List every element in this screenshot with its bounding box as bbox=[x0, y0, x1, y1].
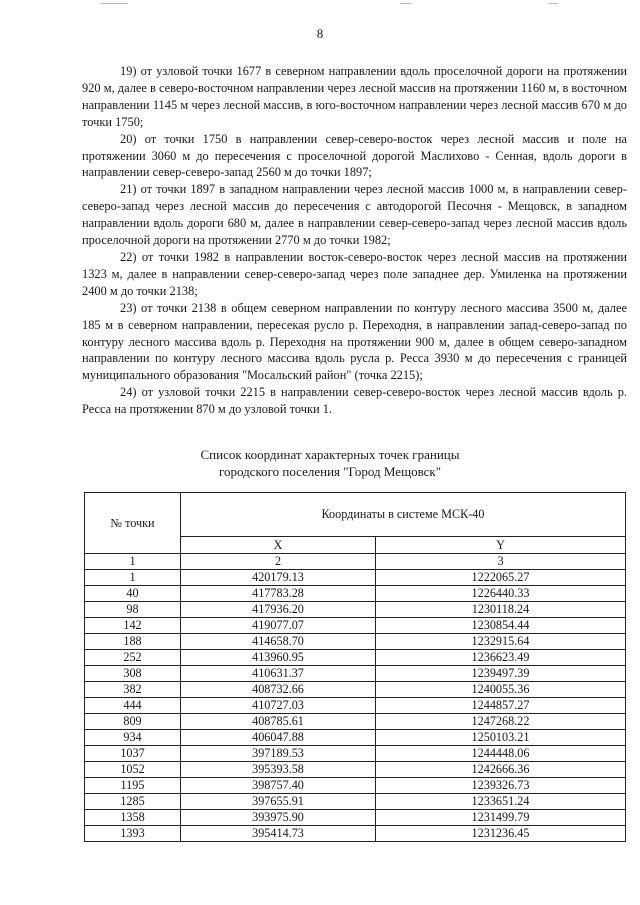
paragraph-24: 24) от узловой точки 2215 в направлении север-северо-восток через лесной массив вдоль р. Ресса на протяжении 870 м до узловой точки 1. bbox=[82, 385, 627, 417]
x-cell: 395414.73 bbox=[181, 826, 376, 842]
point-number-cell: 1037 bbox=[85, 746, 181, 762]
table-caption bbox=[0, 446, 640, 480]
table-row bbox=[85, 634, 626, 650]
x-cell: 406047.88 bbox=[181, 730, 376, 746]
x-cell: 395393.58 bbox=[181, 762, 376, 778]
x-cell: 393975.90 bbox=[181, 810, 376, 826]
table-row bbox=[85, 602, 626, 618]
y-cell: 1232915.64 bbox=[376, 634, 626, 650]
point-number-cell: 252 bbox=[85, 650, 181, 666]
coordinate-system-header: Координаты в системе МСК-40 bbox=[181, 493, 626, 537]
point-number-cell: 1393 bbox=[85, 826, 181, 842]
coordinates-table bbox=[84, 492, 626, 842]
point-number-cell: 40 bbox=[85, 586, 181, 602]
table-row bbox=[85, 586, 626, 602]
x-cell: 410727.03 bbox=[181, 698, 376, 714]
point-number-cell: 308 bbox=[85, 666, 181, 682]
point-number-cell: 382 bbox=[85, 682, 181, 698]
x-cell: 414658.70 bbox=[181, 634, 376, 650]
y-cell: 1233651.24 bbox=[376, 794, 626, 810]
x-cell: 410631.37 bbox=[181, 666, 376, 682]
y-cell: 1250103.21 bbox=[376, 730, 626, 746]
x-cell: 417783.28 bbox=[181, 586, 376, 602]
table-row bbox=[85, 794, 626, 810]
point-number-cell: 809 bbox=[85, 714, 181, 730]
x-cell: 408785.61 bbox=[181, 714, 376, 730]
paragraph-21: 21) от точки 1897 в западном направлении через лесной массив 1000 м, в направлении север-северо-запад через лесной массив до пересечения с автодорогой Песочня - Мещовск, в западном направлении вдоль дороги 680 м, далее в направлении север-северо-запад через лесной массив вдоль проселочной дороги на протяжении 2770 м до точки 1982; bbox=[82, 182, 627, 248]
point-number-cell: 142 bbox=[85, 618, 181, 634]
paragraph-20: 20) от точки 1750 в направлении север-северо-восток через лесной массив и поле на протяжении 3060 м до пересечения с проселочной дорогой Маслихово - Сенная, вдоль дороги в направлении север-северо-запад 2560 м до точки 1897; bbox=[82, 131, 627, 180]
point-number-cell: 1 bbox=[85, 570, 181, 586]
table-row bbox=[85, 682, 626, 698]
y-cell: 1231236.45 bbox=[376, 826, 626, 842]
x-cell: 420179.13 bbox=[181, 570, 376, 586]
y-header: Y bbox=[376, 537, 626, 554]
table-row bbox=[85, 666, 626, 682]
x-cell: 397189.53 bbox=[181, 746, 376, 762]
column-index-cell: 3 bbox=[376, 554, 626, 570]
table-row bbox=[85, 618, 626, 634]
table-row bbox=[85, 810, 626, 826]
caption-line-2: городского поселения "Город Мещовск" bbox=[218, 464, 442, 479]
page-number: 8 bbox=[316, 26, 324, 41]
paragraph-22: 22) от точки 1982 в направлении восток-северо-восток через лесной массив на протяжении 1323 м, далее в направлении север-северо-запад через поле западнее дер. Умиленка на протяжении 2400 м до точки 2138; bbox=[82, 249, 627, 298]
table-row bbox=[85, 746, 626, 762]
point-number-cell: 188 bbox=[85, 634, 181, 650]
scan-mark bbox=[548, 3, 558, 4]
caption-line-1: Список координат характерных точек границы bbox=[200, 447, 460, 462]
y-cell: 1247268.22 bbox=[376, 714, 626, 730]
y-cell: 1226440.33 bbox=[376, 586, 626, 602]
point-number-cell: 934 bbox=[85, 730, 181, 746]
y-cell: 1230854.44 bbox=[376, 618, 626, 634]
x-cell: 417936.20 bbox=[181, 602, 376, 618]
point-number-cell: 444 bbox=[85, 698, 181, 714]
paragraph-19: 19) от узловой точки 1677 в северном направлении вдоль проселочной дороги на протяжении 920 м, далее в северо-восточном направлении через лесной массив на протяжении 1160 м, в восточном направлении 1145 м через лесной массив, в юго-восточном направлении через лесной массив 670 м до точки 1750; bbox=[82, 64, 627, 129]
table-row bbox=[85, 570, 626, 586]
y-cell: 1244857.27 bbox=[376, 698, 626, 714]
column-index-row bbox=[85, 554, 626, 570]
table-row bbox=[85, 714, 626, 730]
column-index-cell: 1 bbox=[85, 554, 181, 570]
x-cell: 398757.40 bbox=[181, 778, 376, 794]
x-cell: 419077.07 bbox=[181, 618, 376, 634]
scan-mark bbox=[100, 3, 128, 4]
y-cell: 1231499.79 bbox=[376, 810, 626, 826]
body-text bbox=[82, 63, 627, 418]
y-cell: 1240055.36 bbox=[376, 682, 626, 698]
x-cell: 408732.66 bbox=[181, 682, 376, 698]
point-number-cell: 1285 bbox=[85, 794, 181, 810]
point-number-cell: 98 bbox=[85, 602, 181, 618]
paragraph-23: 23) от точки 2138 в общем северном направлении по контуру лесного массива 3500 м, далее 185 м в северном направлении, пересекая русло р. Переходня, в направлении запад-северо-запад по контуру лесного массива вдоль р. Переходня на протяжении 900 м, далее в общем северо-западном направлении по контуру лесного массива вдоль русла р. Ресса 3930 м до пересечения с границей муниципального образования "Мосальский район" (точка 2215); bbox=[82, 300, 627, 383]
y-cell: 1239326.73 bbox=[376, 778, 626, 794]
y-cell: 1242666.36 bbox=[376, 762, 626, 778]
y-cell: 1236623.49 bbox=[376, 650, 626, 666]
y-cell: 1230118.24 bbox=[376, 602, 626, 618]
table-row bbox=[85, 826, 626, 842]
point-number-header: № точки bbox=[85, 493, 181, 554]
table-row bbox=[85, 698, 626, 714]
table-row bbox=[85, 762, 626, 778]
y-cell: 1222065.27 bbox=[376, 570, 626, 586]
x-cell: 413960.95 bbox=[181, 650, 376, 666]
y-cell: 1239497.39 bbox=[376, 666, 626, 682]
x-header: X bbox=[181, 537, 376, 554]
point-number-cell: 1358 bbox=[85, 810, 181, 826]
table-row bbox=[85, 650, 626, 666]
scan-mark bbox=[400, 3, 412, 4]
point-number-cell: 1195 bbox=[85, 778, 181, 794]
table-row bbox=[85, 730, 626, 746]
y-cell: 1244448.06 bbox=[376, 746, 626, 762]
point-number-cell: 1052 bbox=[85, 762, 181, 778]
table-row bbox=[85, 778, 626, 794]
x-cell: 397655.91 bbox=[181, 794, 376, 810]
column-index-cell: 2 bbox=[181, 554, 376, 570]
